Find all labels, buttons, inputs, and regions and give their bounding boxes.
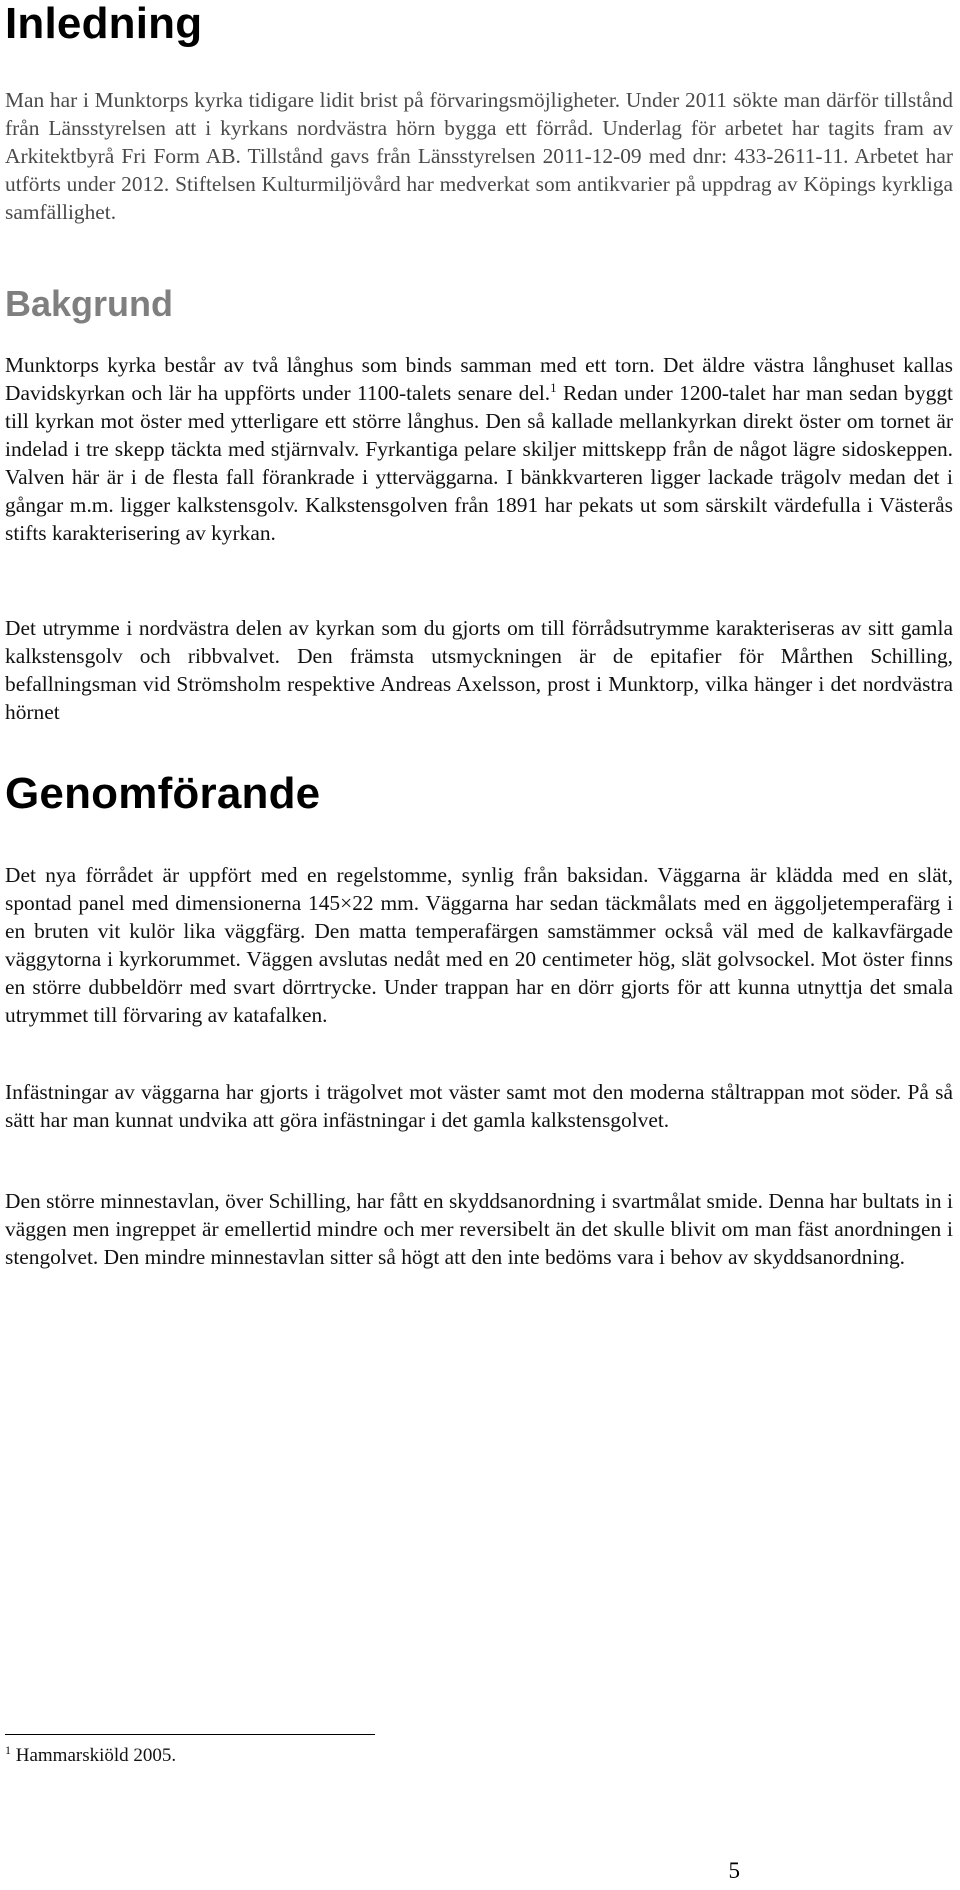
paragraph-inledning: Man har i Munktorps kyrka tidigare lidit brist på förvaringsmöjligheter. Under 2011 sökte man därför tillstånd från Länsstyrelsen att i kyrkans nordvästra hörn bygga ett förråd. Underlag för arbetet har tagits fram av Arkitektbyrå Fri Form AB. Tillstånd gavs från Länsstyrelsen 2011-12-09 med dnr: 433-2611-11. Arbetet har utförts under 2012. Stiftelsen Kulturmiljövård har medverkat som antikvarier på uppdrag av Köpings kyrkliga samfällighet. xyxy=(5,88,953,224)
footnote xyxy=(5,1744,176,1768)
footnote-reference-marker: 1 xyxy=(550,380,557,395)
paragraph-bakgrund-1-text-b: Redan under 1200-talet har man sedan byggt till kyrkan mot öster med ytterligare ett större långhus. Den så kallade mellankyrkan direkt öster om tornet är indelad i tre skepp täckta med stjärnvalv. Fyrkantiga pelare skiljer mittskepp från de något lägre sidoskeppen. Valven här är i de flesta fall förankrade i ytterväggarna. I bänkkvarteren ligger lackade trägolv medan det i gångar m.m. ligger kalkstensgolv. Kalkstensgolven från 1891 har pekats ut som särskilt värdefulla i Västerås stifts karakterisering av kyrkan. xyxy=(5,381,953,545)
heading-bakgrund: Bakgrund xyxy=(5,283,174,324)
footnote-marker: 1 xyxy=(5,1743,11,1757)
heading-inledning: Inledning xyxy=(5,0,203,48)
footnote-text: Hammarskiöld 2005. xyxy=(11,1745,177,1766)
paragraph-genomforande-2: Infästningar av väggarna har gjorts i trägolvet mot väster samt mot den moderna ståltrappan mot söder. På så sätt har man kunnat undvika att göra infästningar i det gamla kalkstensgolvet. xyxy=(5,1080,953,1132)
paragraph-genomforande-1: Det nya förrådet är uppfört med en regelstomme, synlig från baksidan. Väggarna är klädda med en slät, spontad panel med dimensionerna 145×22 mm. Väggarna har sedan täckmålats med en äggoljetemperafärg i en bruten vit kulör lika väggfärg. Den matta temperafärgen samstämmer också väl med de kalkavfärgade väggytorna i kyrkorummet. Väggen avslutas nedåt med en 20 centimeter hög, slät golvsockel. Mot öster finns en större dubbeldörr med svart dörrtrycke. Under trappan har en dörr gjorts för att kunna utnyttja det smala utrymmet till förvaring av katafalken. xyxy=(5,863,953,1027)
footnote-separator xyxy=(5,1734,375,1735)
paragraph-genomforande-3: Den större minnestavlan, över Schilling, har fått en skyddsanordning i svartmålat smide. Denna har bultats in i väggen men ingreppet är emellertid mindre och mer reversibelt än det skulle blivit om man fäst anordningen i stengolvet. Den mindre minnestavlan sitter så högt att den inte bedöms vara i behov av skyddsanordning. xyxy=(5,1189,953,1269)
paragraph-bakgrund-1 xyxy=(5,351,953,547)
paragraph-bakgrund-1-text-a: Munktorps kyrka består av två långhus som binds samman med ett torn. Det äldre västra långhuset kallas Davidskyrkan och lär ha uppförts under 1100-talets senare del. xyxy=(5,353,953,405)
paragraph-bakgrund-2: Det utrymme i nordvästra delen av kyrkan som du gjorts om till förrådsutrymme karakteriseras av sitt gamla kalkstensgolv och ribbvalvet. Den främsta utsmyckningen är de epitafier för Mårthen Schilling, befallningsman vid Strömsholm respektive Andreas Axelsson, prost i Munktorp, vilka hänger i det nordvästra hörnet xyxy=(5,616,953,724)
heading-genomforande: Genomförande xyxy=(5,769,321,818)
page-number: 5 xyxy=(728,1858,740,1883)
